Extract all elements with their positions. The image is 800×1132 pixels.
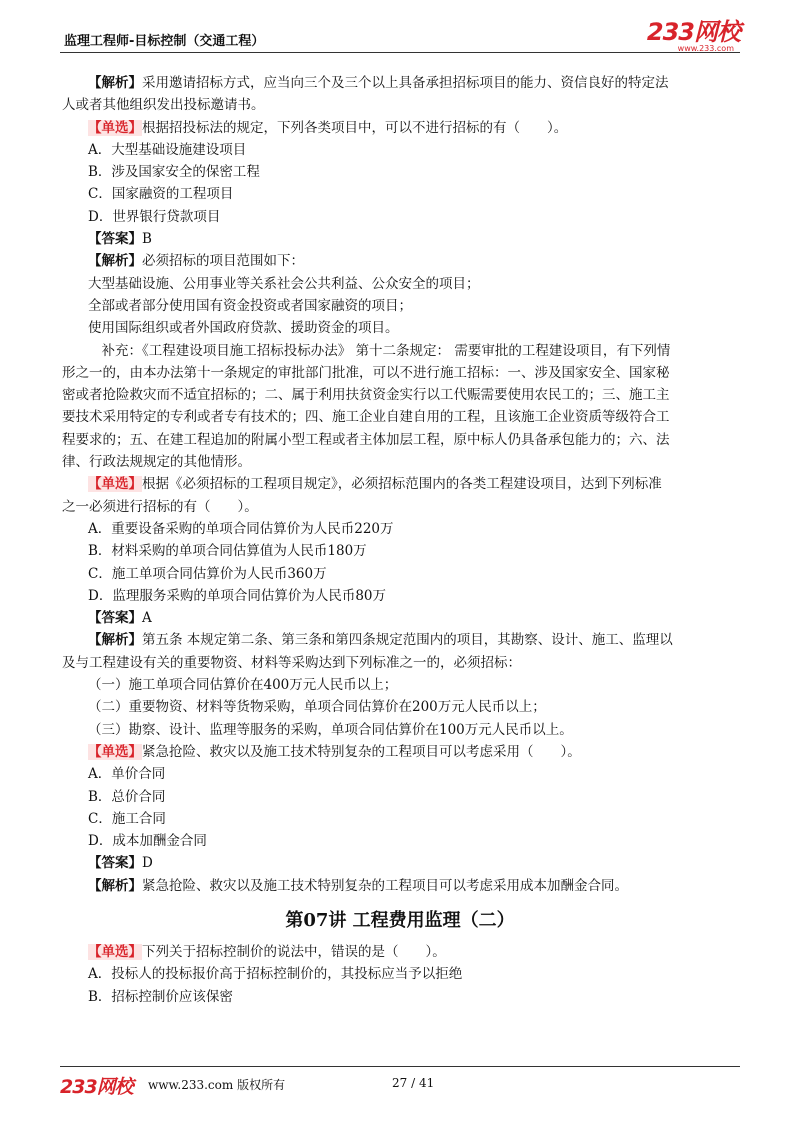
text-line xyxy=(62,250,738,272)
line-text: 之一必须进行招标的有（ ）。 xyxy=(62,498,258,515)
text-line xyxy=(62,340,738,362)
question-type-tag: 【单选】 xyxy=(88,119,142,136)
brand-logo xyxy=(647,20,740,53)
text-line xyxy=(62,696,738,718)
label-tag: 【解析】 xyxy=(88,75,142,91)
line-text: B．材料采购的单项合同估算值为人民币180万 xyxy=(88,543,367,560)
text-line xyxy=(62,941,738,963)
label-tag: 【答案】 xyxy=(88,855,142,872)
question-block-1 xyxy=(62,72,738,897)
line-text: 及与工程建设有关的重要物资、材料等采购达到下列标准之一的，必须招标： xyxy=(62,654,521,671)
document-title: 监理工程师-目标控制（交通工程） xyxy=(64,34,265,49)
line-text: A．重要设备采购的单项合同估算价为人民币220万 xyxy=(88,520,394,537)
line-text: 必须招标的项目范围如下： xyxy=(142,253,304,270)
text-line xyxy=(62,295,738,317)
question-type-tag: 【单选】 xyxy=(88,943,142,960)
text-line xyxy=(62,629,738,651)
line-text: 律、行政法规规定的其他情形。 xyxy=(62,454,251,471)
question-type-tag: 【单选】 xyxy=(88,476,142,493)
label-tag: 【解析】 xyxy=(88,253,142,270)
line-text: 形之一的，由本办法第十一条规定的审批部门批准，可以不进行施工招标：一、涉及国家安全、国家秘 xyxy=(62,364,670,381)
line-text: （三）勘察、设计、监理等服务的采购，单项合同估算价在100万元人民币以上。 xyxy=(88,721,573,738)
line-text: 补充：《工程建设项目施工招标投标办法》 第十二条规定： 需要审批的工程建设项目，有下列情 xyxy=(88,342,671,359)
section-title: 第07讲 工程费用监理（二） xyxy=(285,909,515,931)
text-line xyxy=(62,451,738,473)
line-text: （二）重要物资、材料等货物采购，单项合同估算价在200万元人民币以上； xyxy=(88,699,546,716)
text-line xyxy=(62,563,738,585)
text-line xyxy=(62,719,738,741)
text-line xyxy=(62,317,738,339)
line-text: A xyxy=(142,610,152,627)
text-line xyxy=(62,652,738,674)
footer-logo: 233网校 xyxy=(60,1076,133,1098)
text-line xyxy=(62,607,738,629)
label-tag: 【解析】 xyxy=(88,632,142,649)
text-line xyxy=(62,273,738,295)
line-text: B．招标控制价应该保密 xyxy=(88,988,233,1005)
text-line xyxy=(62,674,738,696)
line-text: 人或者其他组织发出投标邀请书。 xyxy=(62,97,265,114)
document-body xyxy=(62,72,738,1008)
footer-copyright: www.233.com 版权所有 xyxy=(148,1078,286,1092)
text-line xyxy=(62,206,738,228)
line-text: D．监理服务采购的单项合同估算价为人民币80万 xyxy=(88,587,387,604)
line-text: C．国家融资的工程项目 xyxy=(88,186,234,203)
header-divider xyxy=(60,52,740,53)
text-line xyxy=(62,585,738,607)
page-number: 27 / 41 xyxy=(392,1076,435,1090)
label-tag: 【答案】 xyxy=(88,610,142,627)
line-text: 大型基础设施、公用事业等关系社会公共利益、公众安全的项目； xyxy=(88,275,480,292)
line-text: D．世界银行贷款项目 xyxy=(88,208,221,225)
logo-wordmark: 233网校 xyxy=(646,18,740,46)
line-text: 密或者抢险救灾而不适宜招标的；二、属于利用扶贫资金实行以工代赈需要使用农民工的；三、施工主 xyxy=(62,387,670,404)
line-text: A．单价合同 xyxy=(88,766,166,783)
text-line xyxy=(62,741,738,763)
line-text: D xyxy=(142,855,153,872)
text-line xyxy=(62,763,738,785)
line-text: A．投标人的投标报价高于招标控制价的，其投标应当予以拒绝 xyxy=(88,966,463,983)
line-text: 紧急抢险、救灾以及施工技术特别复杂的工程项目可以考虑采用（ ）。 xyxy=(142,743,581,760)
text-line xyxy=(62,406,738,428)
text-line xyxy=(62,161,738,183)
text-line xyxy=(62,183,738,205)
text-line xyxy=(62,94,738,116)
line-text: 第五条 本规定第二条、第三条和第四条规定范围内的项目，其勘察、设计、施工、监理以 xyxy=(142,632,673,649)
text-line xyxy=(62,963,738,985)
text-line xyxy=(62,540,738,562)
text-line xyxy=(62,786,738,808)
line-text: B．涉及国家安全的保密工程 xyxy=(88,164,260,181)
line-text: B．总价合同 xyxy=(88,788,166,805)
label-tag: 【答案】 xyxy=(88,231,142,248)
label-tag: 【解析】 xyxy=(88,877,142,894)
question-block-2 xyxy=(62,941,738,1008)
question-type-tag: 【单选】 xyxy=(88,743,142,760)
line-text: C．施工单项合同估算价为人民币360万 xyxy=(88,565,327,582)
text-line xyxy=(62,384,738,406)
text-line xyxy=(62,496,738,518)
text-line xyxy=(62,808,738,830)
text-line xyxy=(62,830,738,852)
line-text: 要技术采用特定的专利或者专有技术的；四、施工企业自建自用的工程，且该施工企业资质等级符合工 xyxy=(62,409,670,426)
text-line xyxy=(62,117,738,139)
text-line xyxy=(62,228,738,250)
line-text: 紧急抢险、救灾以及施工技术特别复杂的工程项目可以考虑采用成本加酬金合同。 xyxy=(142,877,628,894)
text-line xyxy=(62,518,738,540)
text-line xyxy=(62,852,738,874)
line-text: C．施工合同 xyxy=(88,810,166,827)
text-line xyxy=(62,875,738,897)
line-text: B xyxy=(142,231,152,248)
line-text: 根据招投标法的规定，下列各类项目中，可以不进行招标的有（ ）。 xyxy=(142,119,568,136)
line-text: A．大型基础设施建设项目 xyxy=(88,141,247,158)
line-text: 采用邀请招标方式，应当向三个及三个以上具备承担招标项目的能力、资信良好的特定法 xyxy=(142,75,669,91)
line-text: （一）施工单项合同估算价在400万元人民币以上； xyxy=(88,677,398,694)
text-line xyxy=(62,72,738,94)
line-text: 全部或者部分使用国有资金投资或者国家融资的项目； xyxy=(88,297,412,314)
text-line xyxy=(62,473,738,495)
logo-url: www.233.com xyxy=(677,44,734,53)
text-line xyxy=(62,139,738,161)
line-text: 根据《必须招标的工程项目规定》，必须招标范围内的各类工程建设项目，达到下列标准 xyxy=(142,476,662,493)
text-line xyxy=(62,362,738,384)
line-text: D．成本加酬金合同 xyxy=(88,833,207,850)
text-line xyxy=(62,986,738,1008)
line-text: 程要求的；五、在建工程追加的附属小型工程或者主体加层工程，原中标人仍具备承包能力的；六、法 xyxy=(62,431,670,448)
text-line xyxy=(62,429,738,451)
footer-divider xyxy=(60,1066,740,1067)
line-text: 使用国际组织或者外国政府贷款、援助资金的项目。 xyxy=(88,320,399,337)
line-text: 下列关于招标控制价的说法中，错误的是（ ）。 xyxy=(142,943,446,960)
